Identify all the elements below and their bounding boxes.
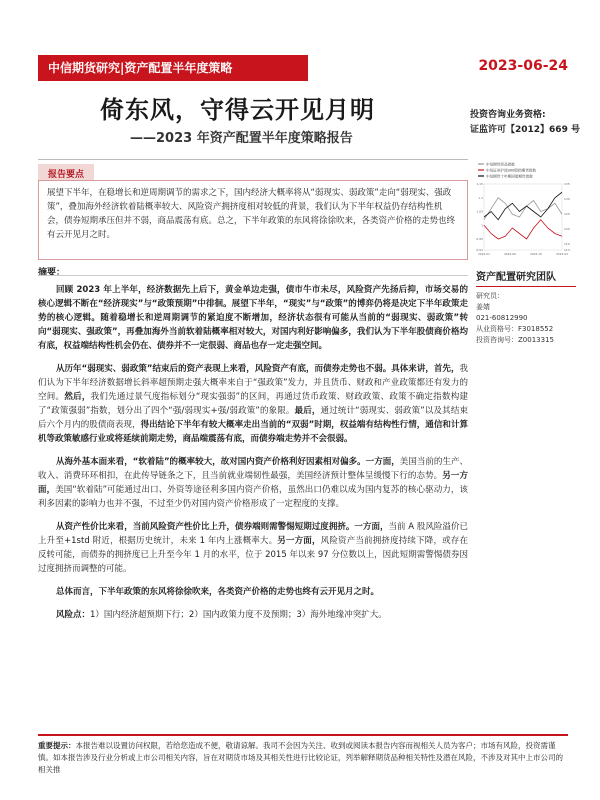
p2-lead: 从历年“弱现实、弱政策”结束后的资产表现上来看，风险资产有底，而债券走势也不弱。 [56, 364, 392, 374]
p4-lead: 从资产性价比来看，当前风险资产性价比上升，债券端则需警惕短期过度拥挤。 [56, 522, 355, 532]
research-team [476, 268, 576, 346]
left-tick-label: 1.1 [478, 195, 483, 200]
x-tick-label: 2022-10 [530, 252, 542, 256]
p3-lead: 从海外基本面来看，“软着陆”的概率较大，故对国内资产价格利好因素相对偏多。一方面， [56, 457, 400, 467]
risk-points [38, 608, 468, 622]
team-title: 资产配置研究团队 [476, 268, 576, 287]
report-date: 2023-06-24 [478, 58, 568, 74]
right-tick-label: 120 [564, 227, 570, 231]
x-tick-label: 2022-06 [504, 252, 516, 256]
p1-text: 回顾 2023 年上半年，经济数据先上后下，黄金单边走强，债市牛市未尽，风险资产先扬后抑，市场交易的核心逻辑不断在“经济现实”与“政策预期”中徘徊。展望下半年，“现实”与“政策”的博弈仍将是决定下半年政策走势的核心逻辑。随着稳增长和逆周期调节的紧迫度不断增加，经济状态很有可能从当前的“弱现实、弱政策”转向“弱现实、强政策”，再叠加海外当前软着陆概率相对较大，对国内利好影响偏多，我们认为下半年股债商价格均有底，权益端结构性机会仍在、债券并不一定很弱、商品也存一定走强空间。 [38, 285, 468, 351]
paragraph-4 [38, 520, 468, 576]
right-tick-label: 113 [564, 248, 570, 252]
abstract-tag: 摘要： [38, 268, 66, 278]
x-tick-label: 2022-01 [478, 252, 490, 256]
left-tick-label: 1.05 [476, 209, 483, 214]
researcher-label: 研究员： [476, 292, 504, 300]
paragraph-1 [38, 283, 468, 353]
summary-text: 展望下半年，在稳增长和逆周期调节的需求之下，国内经济大概率将从“弱现实、弱政策”走向“弱现实、强政策”，叠加海外经济软着陆概率较大、风险资产拥挤度相对较低的背景，我们认为下半年权益仍存结构性机会，债券短期承压但并不弱，商品震荡有底。总之，下半年政策的东风将徐徐吹来，各类资产价格的走势也终有云开见月之时。 [47, 188, 456, 240]
risk-label: 风险点： [56, 610, 91, 620]
researcher-name: 姜婧 [476, 303, 490, 311]
researcher-phone: 021-60812990 [476, 314, 528, 322]
header-divider [38, 159, 468, 160]
disclaimer [38, 734, 568, 776]
series-line [484, 220, 562, 239]
p4-text-2: 风险资产当前拥挤度持续下降，或存在反转可能，而债券的拥挤度已上升至今年 1 月的水平，位于 2015 年以来 97 分位数以上，因此短期需警惕债券因过度拥挤而调整的可能。 [38, 536, 468, 574]
paragraph-2 [38, 362, 468, 446]
disclaimer-label: 重要提示： [38, 741, 76, 750]
p2-then: 然后， [64, 392, 91, 402]
p4-text-1: 当前 A 股风险溢价已上升至+1std 附近，根据历史统计，未来 1 年内上涨概率大。 [38, 522, 468, 546]
series-line [484, 192, 562, 220]
right-tick-label: 125 [564, 212, 570, 216]
p3-text-1: 美国当前的生产、收入、消费环环相扣，在此传导链条之下，且当前就业端韧性最强，美国经济预计整体呈缓慢下行的态势。 [38, 457, 468, 481]
right-tick-label: 130 [564, 197, 570, 201]
p4-other: 另一方面， [277, 536, 321, 546]
paragraph-3 [38, 455, 468, 511]
cert-line-2: 证监许可【2012】669 号 [470, 125, 580, 135]
abstract-divider [38, 275, 468, 276]
legend-label: 中信期货商品指数 [486, 162, 515, 167]
risk-text: 1）国内经济超预期下行；2）国内政策力度不及预期；3）海外地缘冲突扩大。 [90, 610, 387, 620]
summary-tag: 报告要点 [38, 164, 94, 183]
legend-label: 中信期货十年期国债期货指数 [486, 174, 533, 179]
abstract-body [38, 283, 468, 631]
right-tick-label: 135 [564, 182, 570, 186]
p3-text-2: 美国“软着陆”可能通过出口、外资等途径利多国内资产价格，虽然出口仍难以成为国内复苏的核心驱动力，该利多因素的影响力也并不强，不过至少仍对国内资产价格形成了一定程度的支撑。 [38, 485, 468, 509]
license-1: 从业资格号：F3018552 [476, 325, 554, 333]
p2-text-3: 通过统计“弱现实、弱政策”以及其结束后六个月内的股债商表现， [38, 406, 468, 430]
certification [470, 108, 580, 138]
index-chart [476, 160, 576, 260]
p2-last: 最后， [294, 406, 321, 416]
p2-text-2: 我们先通过景气度指标划分“现实强弱”的区间，再通过货币政策、财政政策、政策不确定指数构建了“政策强弱”指数，划分出了四个“强/弱现实+强/弱政策”的象限。 [38, 392, 468, 416]
p2-first: 具体来讲，首先， [391, 364, 460, 374]
p2-text-1: 我们认为下半年经济数据增长斜率超预期走强大概率来自于“强政策”发力，并且货币、财政和产业政策都还有发力的空间。 [38, 364, 468, 402]
cert-line-1: 投资咨询业务资格: [470, 110, 546, 120]
left-tick-label: 1 [481, 223, 483, 228]
legend-label: 中信证券沪深300股指期货指数 [486, 168, 536, 173]
report-banner: 中信期货研究|资产配置半年度策略 [38, 55, 308, 81]
p4-one: 一方面， [354, 522, 389, 532]
x-tick-label: 2023-04 [556, 252, 568, 256]
left-tick-label: 0.95 [476, 237, 483, 241]
p3-other: 另一方面， [38, 471, 468, 495]
page-title: 倚东风，守得云开见月明 [100, 96, 375, 124]
left-tick-label: 0.91 [476, 248, 483, 252]
summary-box [38, 180, 468, 260]
right-tick-label: 115 [564, 242, 570, 246]
p5-text: 总体而言，下半年政策的东风将徐徐吹来，各类资产价格的走势也终有云开见月之时。 [56, 587, 380, 597]
paragraph-5 [38, 585, 468, 599]
p2-conclusion: 得出结论下半年有较大概率走出当前的“双弱”时期，权益端有结构性行情，通信和计算机等政策敏感行业或将延续前期走势，商品端震荡有底，而债券端走势并不会很弱。 [38, 420, 468, 444]
left-tick-label: 1.15 [476, 182, 483, 186]
license-2: 投资咨询号：Z0013315 [476, 336, 554, 344]
page-subtitle: ——2023 年资产配置半年度策略报告 [130, 131, 353, 146]
disclaimer-text: 本报告难以设置访问权限，若给您造成不便，敬请谅解。我司不会因为关注、收到或阅读本报告内容而视相关人员为客户；市场有风险，投资需谨慎。如本报告涉及行业分析或上市公司相关内容，旨在对期货市场及其相关性进行比较论证，列举解释期货品种相关特性及潜在风险，不涉及对其中上市公司的相关推 [38, 741, 563, 774]
